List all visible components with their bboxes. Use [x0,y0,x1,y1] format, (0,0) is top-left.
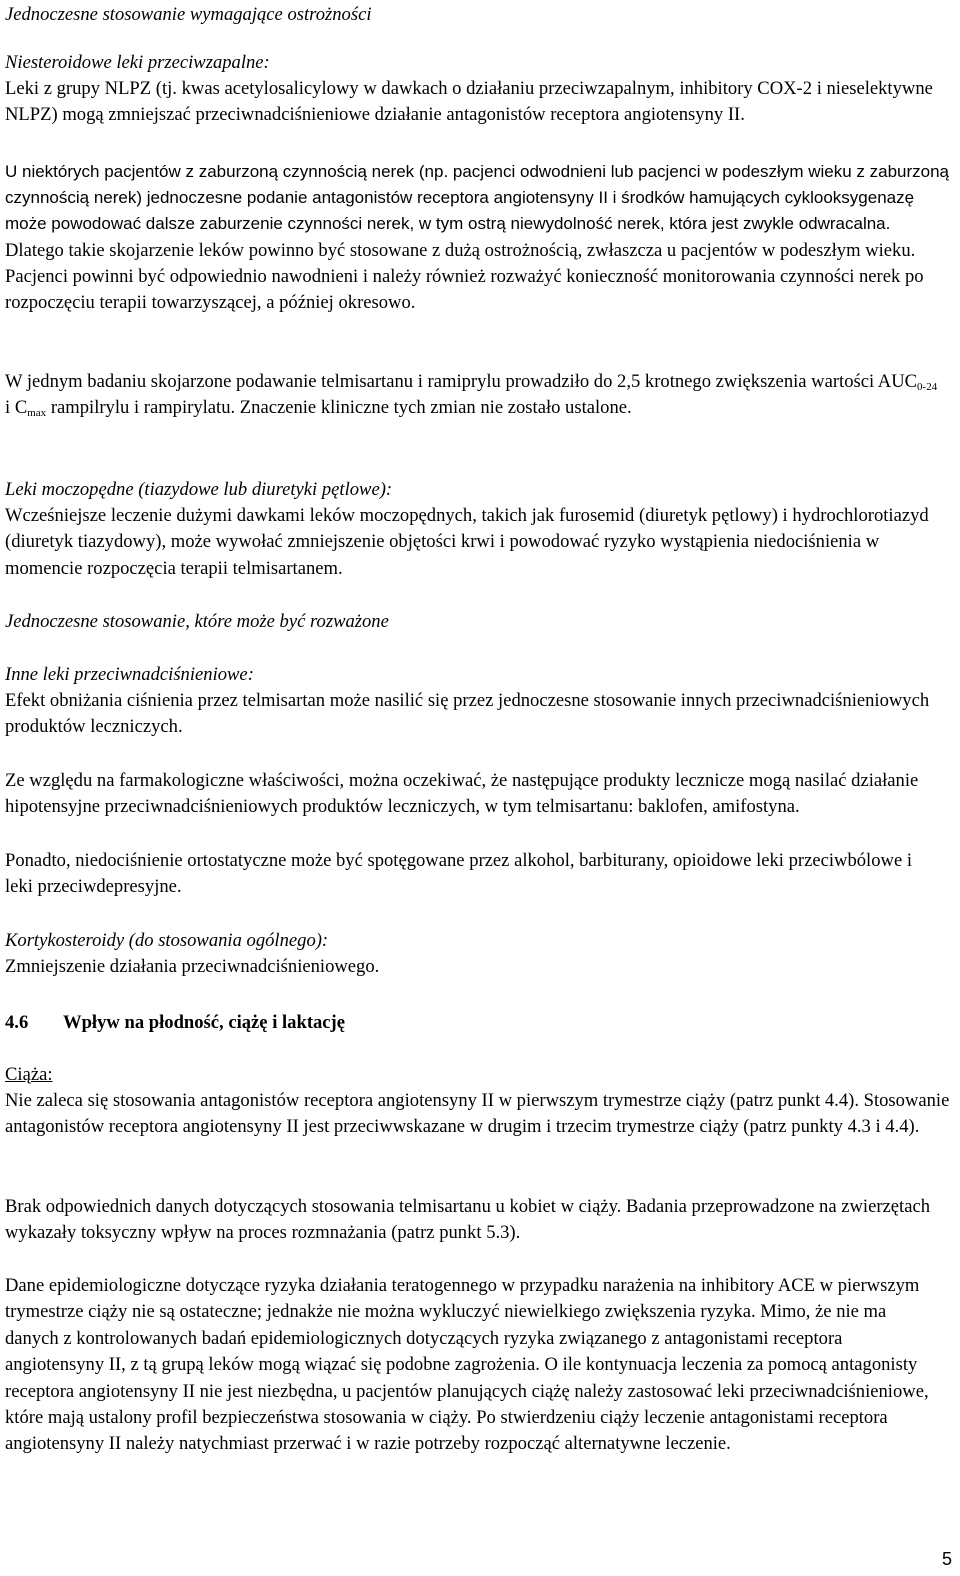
pregnancy-heading: Ciąża: [5,1064,53,1085]
section-title: Wpływ na płodność, ciążę i laktację [63,1012,346,1033]
nlpz-heading: Niesteroidowe leki przeciwzapalne: [5,52,270,73]
pregnancy-paragraph-2: Brak odpowiednich danych dotyczących stosowania telmisartanu u kobiet w ciąży. Badania przeprowadzone na zwierzętach wykazały toksyczny wpływ na proces rozmnażania (patrz punkt 5.3). [5,1196,931,1244]
diuretics-heading: Leki moczopędne (tiazydowe lub diuretyki pętlowe): [5,479,393,500]
section-4-6-title [5,1010,345,1036]
nlpz-renal-paragraph [5,159,950,316]
pregnancy-paragraph-1: Nie zaleca się stosowania antagonistów receptora angiotensyny II w pierwszym trymestrze ciąży (patrz punkt 4.4). Stosowanie antagonistów receptora angiotensyny II jest przeciwwskazane w drugim i trzecim trymestrze ciąży (patrz punkty 4.3 i 4.4). [5,1090,950,1138]
corticosteroids-paragraph: Zmniejszenie działania przeciwnadciśnieniowego. [5,956,380,977]
orthostatic-paragraph: Ponadto, niedociśnienie ortostatyczne może być spotęgowane przez alkohol, barbiturany, opioidowe leki przeciwbólowe i leki przeciwdepresyjne. [5,850,913,898]
page-number: 5 [941,1549,952,1569]
nlpz-renal-text: U niektórych pacjentów z zaburzoną czynnością nerek (np. pacjenci odwodnieni lub pacjenci w podeszłym wieku z zaburzoną czynnością nerek) jednoczesne podanie antagonistów receptora angiotensyny II i środków hamujących cyklooksygenazę może powodować dalsze zaburzenie czynności nerek, w tym ostrą niewydolność nerek, która jest zwykle odwracalna. [5,162,950,234]
cmax-subscript: max [27,407,47,420]
ramipril-text-b: i C [5,397,28,419]
pharmacology-paragraph: Ze względu na farmakologiczne właściwości, można oczekiwać, że następujące produkty lecznicze mogą nasilać działanie hipotensyjne przeciwnadciśnieniowych produktów leczniczych, w tym telmisartanu: baklofen, amifostyna. [5,770,919,818]
section-number: 4.6 [5,1012,29,1033]
section-heading-caution: Jednoczesne stosowanie wymagające ostrożności [5,4,372,25]
ramipril-text-c: rampilrylu i rampirylatu. Znaczenie kliniczne tych zmian nie zostało ustalone. [46,397,632,419]
nlpz-caution-text: Dlatego takie skojarzenie leków powinno być stosowane z dużą ostrożnością, zwłaszcza u pacjentów w podeszłym wieku. Pacjenci powinni być odpowiednio nawodnieni i należy również rozważyć konieczność monitorowania czynności nerek po rozpoczęciu terapii towarzyszącej, a później okresowo. [5,239,924,314]
antihypertensive-heading: Inne leki przeciwnadciśnieniowe: [5,664,254,685]
section-heading-considered: Jednoczesne stosowanie, które może być rozważone [5,611,389,632]
ramipril-text-a: W jednym badaniu skojarzone podawanie telmisartanu i ramiprylu prowadziło do 2,5 krotnego zwiększenia wartości AUC [5,371,918,392]
diuretics-paragraph: Wcześniejsze leczenie dużymi dawkami leków moczopędnych, takich jak furosemid (diuretyk pętlowy) i hydrochlorotiazyd (diuretyk tiazydowy), może wywołać zmniejszenie objętości krwi i powodować ryzyko wystąpienia niedociśnienia w momencie rozpoczęcia terapii telmisartanem. [5,505,929,579]
pregnancy-paragraph-3: Dane epidemiologiczne dotyczące ryzyka działania teratogennego w przypadku narażenia na inhibitory ACE w pierwszym trymestrze ciąży nie są ostateczne; jednakże nie można wykluczyć niewielkiego zwiększenia ryzyka. Mimo, że nie ma danych z kontrolowanych badań epidemiologicznych dotyczących ryzyka związanego z antagonistami receptora angiotensyny II, z tą grupą leków mogą wiązać się podobne zagrożenia. O ile kontynuacja leczenia za pomocą antagonisty receptora angiotensyny II nie jest niezbędna, u pacjentów planujących ciążę należy zastosować leki przeciwnadciśnieniowe, które mają ustalony profil bezpieczeństwa stosowania w ciąży. Po stwierdzeniu ciąży leczenie antagonistami receptora angiotensyny II należy natychmiast przerwać i w razie potrzeby rozpocząć alternatywne leczenie. [5,1275,929,1455]
corticosteroids-heading: Kortykosteroidy (do stosowania ogólnego): [5,930,329,951]
nlpz-paragraph: Leki z grupy NLPZ (tj. kwas acetylosalicylowy w dawkach o działaniu przeciwzapalnym, inhibitory COX-2 i nieselektywne NLPZ) mogą zmniejszać przeciwnadciśnieniowe działanie antagonistów receptora angiotensyny II. [5,78,933,126]
antihypertensive-paragraph: Efekt obniżania ciśnienia przez telmisartan może nasilić się przez jednoczesne stosowanie innych przeciwnadciśnieniowych produktów leczniczych. [5,690,930,738]
auc-subscript: 0-24 [917,381,938,393]
ramipril-paragraph [5,369,940,422]
